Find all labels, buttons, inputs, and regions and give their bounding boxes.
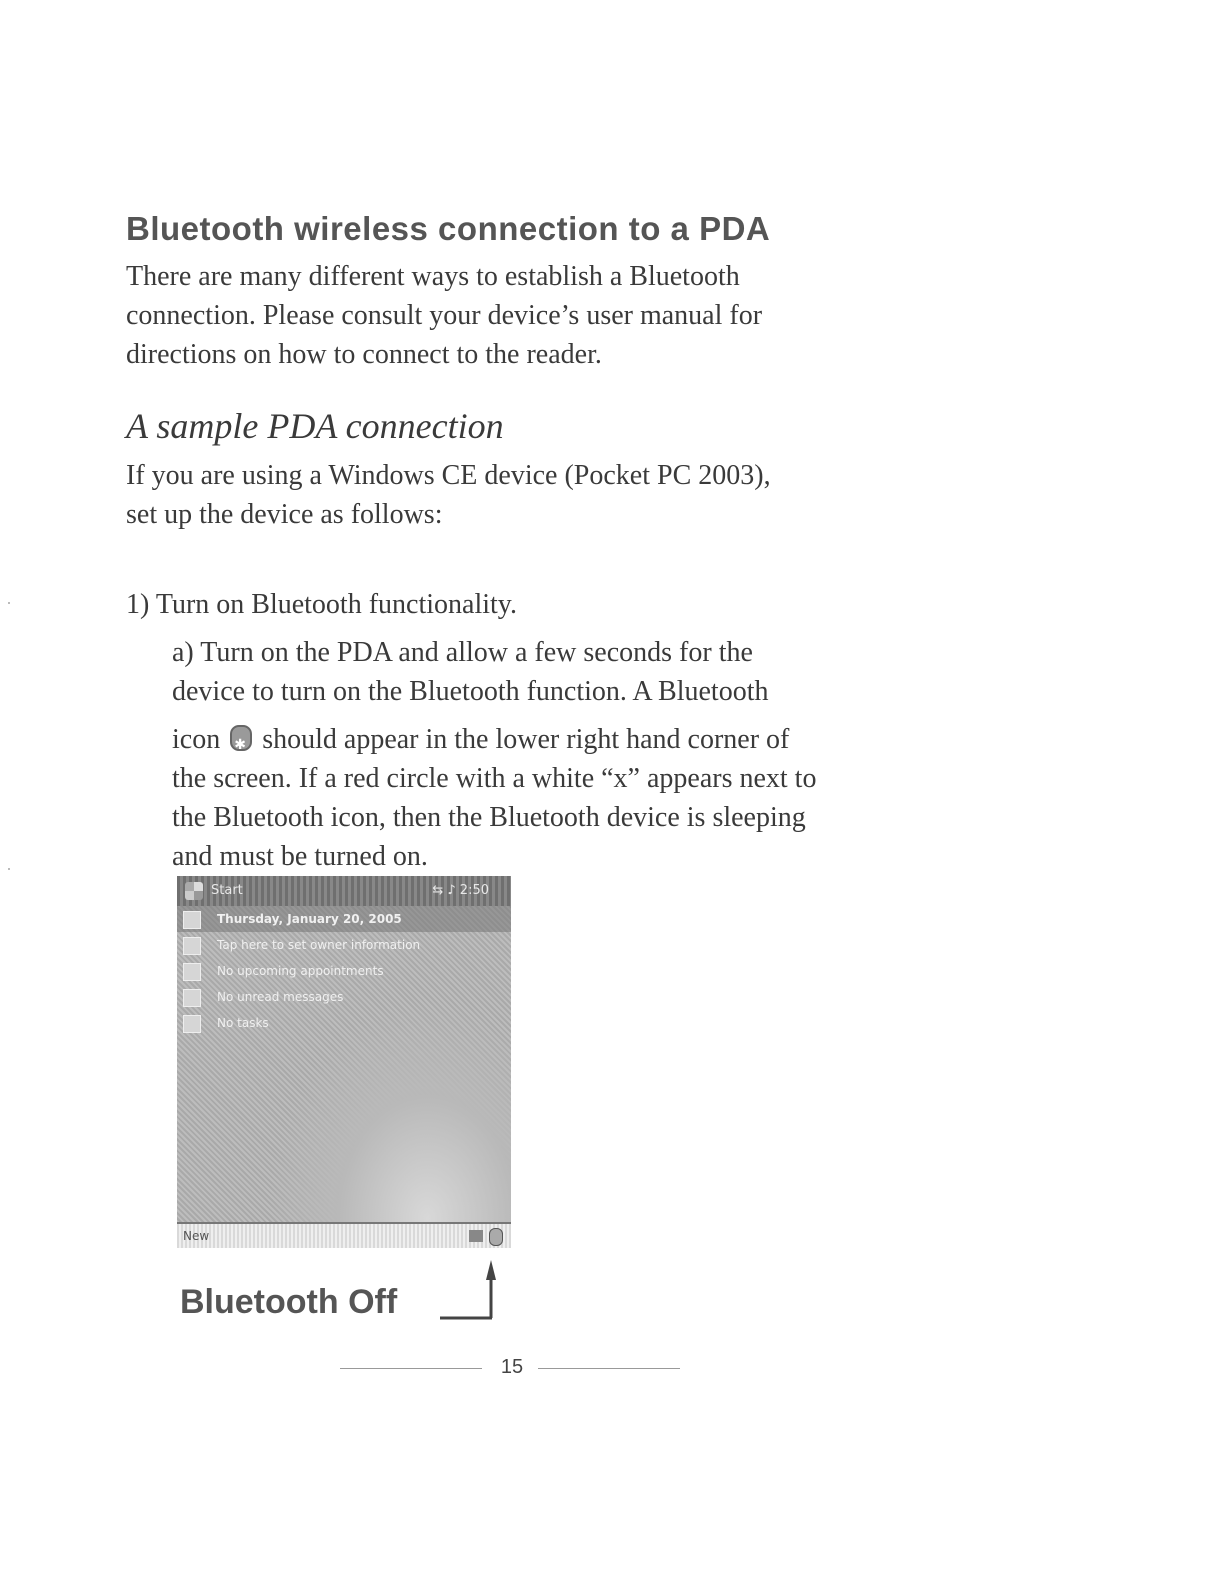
new-menu[interactable]: New: [183, 1229, 210, 1243]
bluetooth-icon: [230, 725, 252, 751]
subheading: A sample PDA connection: [126, 406, 504, 446]
tasks-icon: [183, 1015, 201, 1033]
caption-pointer-arrow: [440, 1258, 500, 1324]
footer-rule-right: [538, 1368, 680, 1369]
owner-icon: [183, 937, 201, 955]
windows-flag-icon[interactable]: [185, 882, 203, 900]
inbox-icon: [183, 989, 201, 1007]
start-menu[interactable]: Start: [211, 883, 243, 898]
step-a-line: device to turn on the Bluetooth function. A Bluetooth: [172, 676, 769, 707]
speaker-icon[interactable]: ♪: [447, 883, 456, 898]
setup-paragraph: [126, 456, 771, 534]
setup-line: set up the device as follows:: [126, 499, 443, 530]
intro-line: There are many different ways to establish a Bluetooth: [126, 261, 740, 292]
today-date-row[interactable]: [177, 906, 511, 932]
step-a-text: icon: [172, 724, 221, 755]
intro-line: directions on how to connect to the reader.: [126, 339, 602, 370]
network-tray-icon[interactable]: [469, 1230, 483, 1242]
clock[interactable]: 2:50: [459, 883, 489, 898]
step-1: 1) Turn on Bluetooth functionality.: [126, 589, 517, 620]
step-a-text: should appear in the lower right hand corner of: [262, 724, 790, 755]
calendar-icon: [183, 963, 201, 981]
bluetooth-tray-icon[interactable]: [489, 1228, 503, 1246]
today-date: Thursday, January 20, 2005: [217, 912, 402, 926]
today-item-tasks[interactable]: [177, 1010, 511, 1036]
today-item-messages[interactable]: [177, 984, 511, 1010]
today-item-label: No upcoming appointments: [217, 964, 384, 978]
footer-rule-left: [340, 1368, 482, 1369]
step-a-line: the Bluetooth icon, then the Bluetooth device is sleeping: [172, 802, 806, 833]
step-a-line: a) Turn on the PDA and allow a few seconds for the: [172, 637, 753, 668]
pda-title-bar: [177, 876, 511, 906]
pda-command-bar: [177, 1222, 511, 1248]
calendar-icon: [183, 911, 201, 929]
today-item-label: Tap here to set owner information: [217, 938, 421, 952]
intro-paragraph: [126, 257, 762, 374]
pda-screenshot: [177, 876, 511, 1248]
status-area: [432, 876, 489, 906]
today-item-label: No unread messages: [217, 990, 344, 1004]
figure-caption: Bluetooth Off: [180, 1283, 398, 1321]
intro-line: connection. Please consult your device’s user manual for: [126, 300, 763, 331]
scan-speck: [8, 602, 10, 604]
scan-speck: [8, 868, 10, 870]
page-number: 15: [500, 1356, 524, 1378]
step-a-line: and must be turned on.: [172, 841, 428, 872]
today-item-appointments[interactable]: [177, 958, 511, 984]
today-item-label: No tasks: [217, 1016, 269, 1030]
step-a-line: [172, 720, 816, 759]
section-heading: Bluetooth wireless connection to a PDA: [126, 210, 771, 247]
setup-line: If you are using a Windows CE device (Pocket PC 2003),: [126, 460, 771, 491]
connectivity-icon[interactable]: ⇆: [432, 883, 444, 898]
step-a: [172, 633, 816, 876]
today-item-owner[interactable]: [177, 932, 511, 958]
step-a-line: the screen. If a red circle with a white “x” appears next to: [172, 763, 817, 794]
